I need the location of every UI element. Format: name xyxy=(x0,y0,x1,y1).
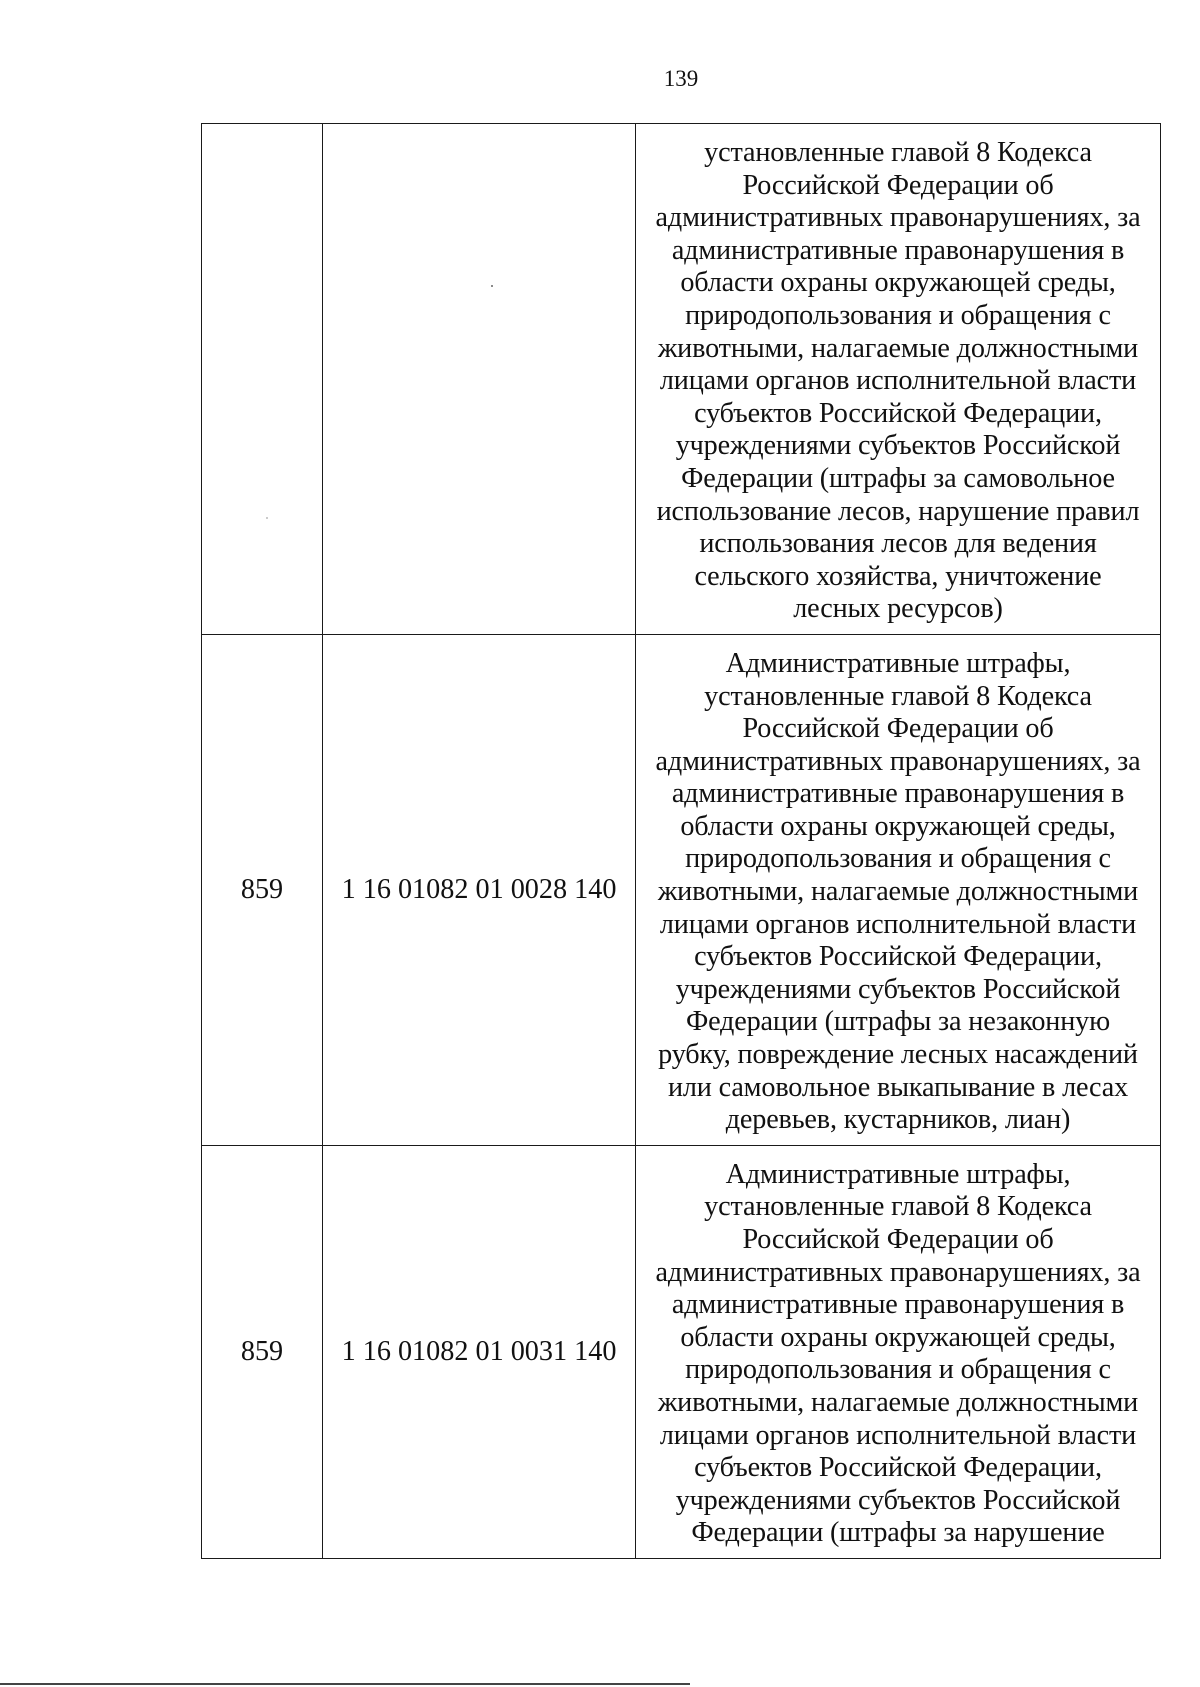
description-line: области охраны окружающей среды, xyxy=(680,1321,1116,1353)
table-row xyxy=(202,1145,1161,1558)
description-line: лицами органов исполнительной власти xyxy=(659,365,1137,397)
description-cell xyxy=(636,634,1161,1145)
description-line: животными, налагаемые должностными xyxy=(657,1386,1139,1418)
description-line: сельского хозяйства, уничтожение xyxy=(694,560,1102,592)
description-line: рубку, повреждение лесных насаждений xyxy=(658,1039,1138,1071)
description-line: административные правонарушения в xyxy=(671,778,1125,810)
description-line: области охраны окружающей среды, xyxy=(680,810,1116,842)
description-line: природопользования и обращения с xyxy=(685,843,1111,875)
description-cell xyxy=(636,1145,1161,1558)
description-line: лицами органов исполнительной власти xyxy=(659,908,1137,940)
kbk-code-cell: 1 16 01082 01 0031 140 xyxy=(323,1145,636,1558)
bottom-rule xyxy=(0,1683,690,1685)
description-line: деревьев, кустарников, лиан) xyxy=(725,1104,1071,1136)
description-line: Административные штрафы, xyxy=(725,647,1071,679)
kbk-code-cell: 1 16 01082 01 0028 140 xyxy=(323,634,636,1145)
description-line: Российской Федерации об xyxy=(742,1224,1054,1255)
description-line: лицами органов исполнительной власти xyxy=(659,1419,1137,1451)
description-line: субъектов Российской Федерации, xyxy=(694,1452,1102,1484)
budget-code-table xyxy=(201,123,1161,1559)
description-line: Российской Федерации об xyxy=(742,713,1054,745)
scan-speck xyxy=(491,285,493,287)
description-line: использование лесов, нарушение правил xyxy=(656,495,1140,527)
table-row xyxy=(202,124,1161,635)
admin-code-cell: 859 xyxy=(202,1145,323,1558)
description-line: Административные штрафы, xyxy=(725,1158,1071,1190)
description-line: или самовольное выкапывание в лесах xyxy=(667,1071,1129,1103)
kbk-code-cell xyxy=(323,124,636,635)
description-line: Федерации (штрафы за самовольное xyxy=(681,462,1115,494)
description-line: установленные главой 8 Кодекса xyxy=(704,137,1092,168)
description-line: субъектов Российской Федерации, xyxy=(694,941,1102,973)
description-line: установленные главой 8 Кодекса xyxy=(704,680,1092,712)
description-line: Российской Федерации об xyxy=(742,169,1054,201)
table-row xyxy=(202,634,1161,1145)
description-line: учреждениями субъектов Российской xyxy=(675,1484,1121,1516)
description-line: субъектов Российской Федерации, xyxy=(694,397,1102,429)
admin-code-cell: 859 xyxy=(202,634,323,1145)
scan-speck xyxy=(266,517,268,519)
page-number: 139 xyxy=(663,66,699,91)
description-line: учреждениями субъектов Российской xyxy=(675,430,1121,462)
description-line: использования лесов для ведения xyxy=(699,528,1097,560)
description-line: административных правонарушениях, за xyxy=(655,202,1141,234)
description-line: животными, налагаемые должностными xyxy=(657,332,1139,364)
description-line: природопользования и обращения с xyxy=(685,1354,1111,1386)
description-line: административные правонарушения в xyxy=(671,234,1125,266)
description-line: Федерации (штрафы за нарушение xyxy=(691,1517,1105,1549)
description-line: установленные главой 8 Кодекса xyxy=(704,1191,1092,1223)
description-line: области охраны окружающей среды, xyxy=(680,267,1116,299)
description-cell xyxy=(636,124,1161,635)
description-line: животными, налагаемые должностными xyxy=(657,876,1139,908)
description-line: административных правонарушениях, за xyxy=(655,1256,1141,1288)
description-line: лесных ресурсов) xyxy=(793,593,1003,625)
description-line: природопользования и обращения с xyxy=(685,299,1111,331)
description-line: Федерации (штрафы за незаконную xyxy=(685,1006,1111,1038)
description-line: административные правонарушения в xyxy=(671,1289,1125,1321)
admin-code-cell xyxy=(202,124,323,635)
description-line: учреждениями субъектов Российской xyxy=(675,973,1121,1005)
description-line: административных правонарушениях, за xyxy=(655,745,1141,777)
